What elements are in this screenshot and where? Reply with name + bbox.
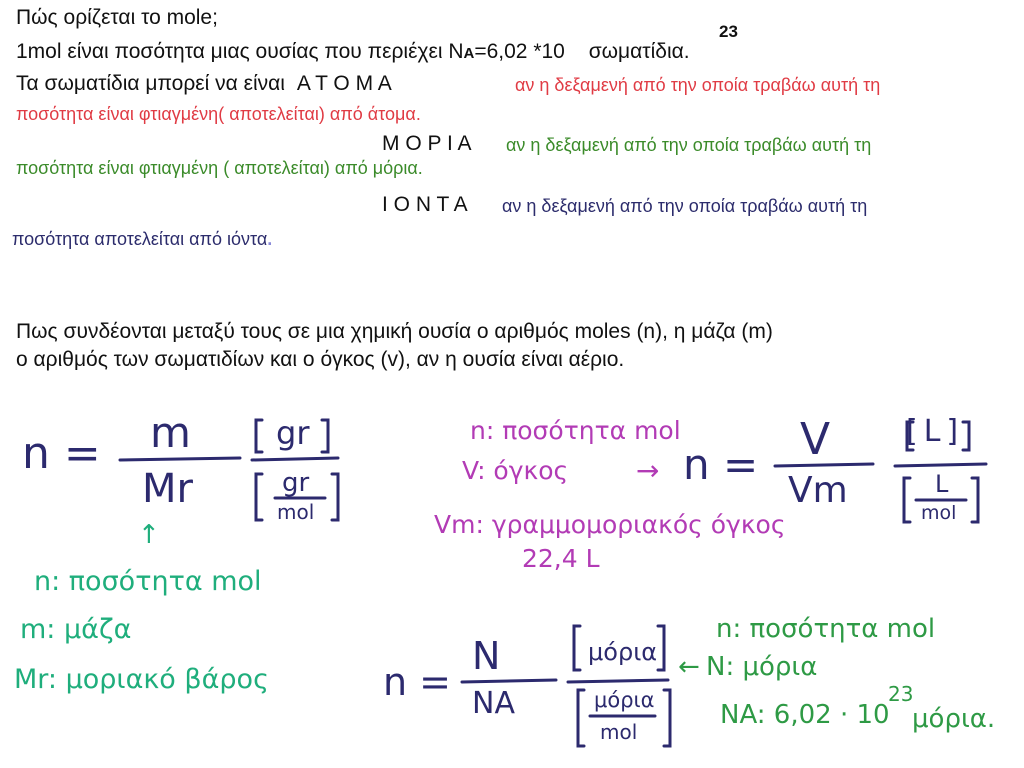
volume-denominator: Vm: [788, 470, 848, 511]
question-line-1: Πως συνδέονται μεταξύ τους σε μια χημική ουσία ο αριθμός moles (n), η μάζα (m): [16, 320, 773, 343]
mass-numerator: m: [150, 408, 191, 457]
mass-denominator: Mr: [142, 466, 193, 512]
atoms-prefix: Τα σωματίδια μπορεί να είναι: [16, 72, 285, 95]
mass-legend-1: m: μάζα: [20, 614, 132, 645]
mass-lhs: n =: [22, 428, 101, 479]
volume-legend-2: Vm: γραμμομοριακός όγκος: [434, 510, 786, 539]
atoms-line: [16, 72, 392, 96]
question-line-2: ο αριθμός των σωματιδίων και ο όγκος (v), αν η ουσία είναι αέριο.: [16, 348, 625, 371]
na-subscript: A: [463, 45, 475, 62]
mass-legend-0: n: ποσότητα mol: [34, 566, 262, 597]
definition-value: =6,02 *10: [474, 40, 565, 63]
volume-numerator: V: [800, 414, 831, 465]
volume-legend-1: V: όγκος: [462, 456, 569, 485]
molecules-desc-1: αν η δεξαμενή από την οποία τραβάω αυτή τη: [506, 135, 872, 155]
particles-fraction-bar: [462, 680, 556, 682]
definition-suffix: σωματίδια.: [588, 40, 690, 63]
volume-unit-den-top: L: [935, 470, 949, 498]
mass-unit-den-bottom: mol: [277, 500, 315, 524]
ions-dot: .: [267, 229, 273, 249]
atoms-desc-2: ποσότητα είναι φτιαγμένη( αποτελείται) από άτομα.: [16, 104, 421, 124]
atoms-desc-1: αν η δεξαμενή από την οποία τραβάω αυτή τη: [515, 75, 881, 95]
volume-legend-3: 22,4 L: [522, 544, 600, 573]
heading: Πώς ορίζεται το mole;: [16, 6, 218, 29]
particles-legend-1: n: ποσότητα mol: [716, 614, 936, 644]
particles-arrow-icon: ←: [678, 652, 700, 682]
ions-label: Ι Ο Ν Τ Α: [382, 193, 468, 216]
ions-desc-2-text: ποσότητα αποτελείται από ιόντα: [12, 229, 268, 249]
mass-unit-den-top: gr: [282, 468, 310, 498]
mass-fraction-bar: [120, 458, 240, 460]
volume-lhs: n =: [683, 440, 759, 489]
volume-unit-den-bottom: mol: [921, 502, 957, 524]
particles-legend-3-suffix: μόρια.: [912, 704, 996, 734]
definition-line: [16, 40, 690, 64]
ions-desc-1: αν η δεξαμενή από την οποία τραβάω αυτή τη: [502, 196, 868, 216]
particles-lhs: n =: [383, 660, 452, 704]
volume-arrow-icon: →: [636, 454, 660, 487]
mass-legend-2: Mr: μοριακό βάρος: [14, 664, 269, 695]
atoms-label: Α Τ Ο Μ Α: [296, 72, 392, 95]
particles-legend-2: N: μόρια: [706, 652, 818, 682]
particles-unit-bar: [568, 680, 668, 682]
particles-unit-den-bottom: mol: [600, 720, 638, 744]
mass-unit-num-text: gr: [276, 414, 310, 452]
volume-unit-num: [L]: [906, 414, 965, 449]
particles-unit-num-text: μόρια: [588, 638, 658, 666]
particles-unit-den-top: μόρια: [594, 688, 655, 712]
particles-denominator: NA: [472, 686, 515, 721]
definition-prefix: 1mol είναι ποσότητα μιας ουσίας που περιέχει N: [16, 40, 464, 63]
particles-legend-3-exp: 23: [888, 682, 914, 706]
particles-numerator: N: [472, 634, 501, 678]
volume-legend-0: n: ποσότητα mol: [470, 416, 681, 445]
mass-arrow-up-icon: ↑: [138, 520, 160, 550]
molecules-desc-2: ποσότητα είναι φτιαγμένη ( αποτελείται) από μόρια.: [16, 158, 423, 178]
ions-desc-2: [12, 229, 272, 250]
exponent-23: 23: [719, 22, 738, 41]
volume-unit-bar: [895, 464, 986, 466]
mass-unit-bar: [252, 458, 338, 460]
particles-legend-3: NA: 6,02 · 10: [720, 700, 890, 730]
molecules-label: Μ Ο Ρ Ι Α: [382, 132, 472, 155]
